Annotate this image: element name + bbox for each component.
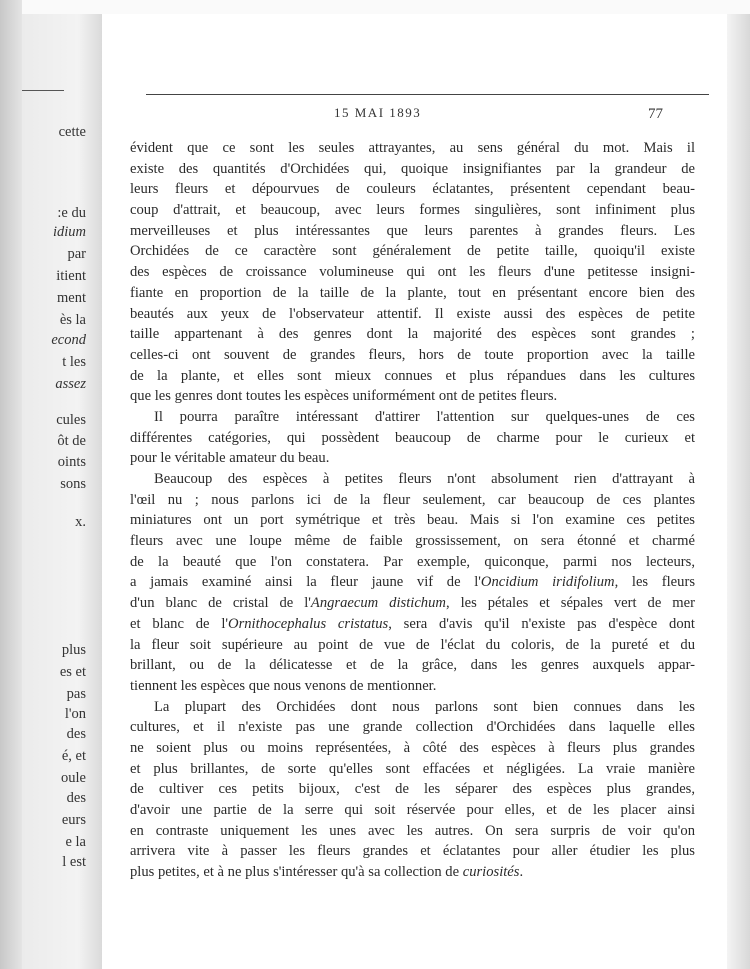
text-segment: de la plante, et elles sont mieux connues et plus répandues dans les cultures	[130, 367, 695, 384]
left-page-text-fragment: assez	[55, 376, 86, 392]
left-page-text-fragment: eurs	[61, 812, 86, 828]
text-segment: taille appartenant à des genres dont la majorité des espèces sont grandes ;	[130, 326, 695, 343]
text-line	[130, 469, 695, 490]
text-line	[130, 821, 695, 842]
left-page-text-fragment: ès la	[59, 312, 86, 328]
text-line	[130, 159, 695, 180]
text-segment: fleurs avec une loupe même de faible grossissement, on sera étonné et charmé	[130, 533, 695, 550]
text-line	[130, 179, 695, 200]
text-segment: plus petites, et à ne plus s'intéresser qu'à sa collection de	[130, 864, 463, 881]
text-segment: de la beauté que l'on constatera. Par exemple, quiconque, parmi nos lecteurs,	[130, 553, 695, 570]
text-segment: évident que ce sont les seules attrayantes, au sens général du mot. Mais il	[130, 140, 695, 156]
left-page-text-fragment: es et	[59, 664, 86, 680]
text-segment: a jamais examiné ainsi la fleur jaune vif de l'	[130, 574, 481, 591]
text-segment: Il pourra paraître intéressant d'attirer l'attention sur quelques-unes de ces	[154, 408, 695, 425]
text-segment: pour le véritable amateur du beau.	[130, 450, 330, 467]
text-segment: La plupart des Orchidées dont nous parlons sont bien connues dans les	[154, 698, 695, 715]
text-segment: ne soient plus ou moins représentées, à côté des espèces à fleurs plus grandes	[130, 739, 695, 756]
running-title: 15 MAI 1893	[334, 105, 422, 120]
text-segment: existe des quantités d'Orchidées qui, quoique insignifiantes par la grandeur de	[130, 160, 695, 177]
left-page-text-fragment: l'on	[64, 706, 86, 722]
text-line	[130, 386, 695, 407]
text-line	[130, 345, 695, 366]
text-line	[130, 635, 695, 656]
text-segment: leurs fleurs et dépourvues de couleurs éclatantes, présentent cependant beau-	[130, 181, 695, 198]
text-line	[130, 448, 695, 469]
italic-term: curiosités	[462, 864, 520, 881]
text-line	[130, 262, 695, 283]
left-page-text-fragment: idium	[52, 224, 86, 240]
left-page-header-rule	[22, 90, 64, 91]
left-page-text-fragment: oints	[57, 454, 86, 470]
text-segment: Beaucoup des espèces à petites fleurs n'ont absolument rien d'attrayant à	[154, 471, 695, 487]
text-segment: et blanc de l'	[130, 615, 229, 632]
text-line	[130, 759, 695, 780]
page-number: 77	[648, 106, 663, 122]
left-page-text-fragment: ment	[57, 290, 86, 306]
left-page-text-fragment: des	[66, 726, 86, 742]
body-text	[130, 138, 695, 883]
left-page-text-fragment: plus	[61, 642, 86, 658]
italic-term: Ornithocephalus cristatus	[228, 615, 389, 632]
text-line	[130, 510, 695, 531]
text-line	[130, 366, 695, 387]
text-segment: miniatures ont un port symétrique et très beau. Mais si l'on examine ces petites	[130, 512, 695, 529]
left-page-text-fragment: :e du	[57, 205, 86, 221]
italic-term: Angraecum distichum	[310, 595, 446, 612]
text-line	[130, 738, 695, 759]
text-segment: de cultiver ces petits bijoux, c'est de les séparer des espèces plus grandes,	[130, 781, 695, 798]
left-page-text-fragment: par	[67, 246, 86, 262]
text-line	[130, 655, 695, 676]
page-edge-shadow	[727, 14, 750, 969]
left-page-text-fragment: é, et	[61, 748, 86, 764]
text-line	[130, 324, 695, 345]
text-line	[130, 200, 695, 221]
text-segment: beautés aux yeux de l'observateur attentif. Il existe aussi des espèces de petite	[130, 305, 695, 322]
italic-term: Oncidium iridifolium	[480, 574, 615, 591]
text-segment: .	[519, 864, 524, 881]
left-page-text-fragment: pas	[66, 686, 86, 702]
text-segment: cultures, et il n'existe pas une grande collection d'Orchidées dans laquelle elles	[130, 719, 695, 736]
left-page-text-fragment: itient	[56, 268, 86, 284]
text-line	[130, 614, 695, 635]
text-segment: et plus brillantes, de sorte qu'elles sont effacées et négligées. La vraie manière	[130, 760, 695, 777]
text-line	[130, 697, 695, 718]
left-page-text-fragment: cette	[58, 124, 86, 140]
left-page-text-fragment: oule	[61, 770, 86, 786]
left-page-text-fragment: e la	[65, 834, 86, 850]
left-page-fragment	[22, 14, 102, 969]
text-line	[130, 552, 695, 573]
text-segment: brillant, ou de la délicatesse et de la grâce, dans les genres auxquels appar-	[130, 657, 695, 674]
text-segment: tiennent les espèces que nous venons de mentionner.	[130, 677, 437, 694]
text-segment: fiante en proportion de la taille de la plante, tout en présentant encore bien des	[130, 284, 695, 301]
text-segment: différentes catégories, qui possèdent beaucoup de charme pour le curieux et	[130, 429, 695, 446]
text-segment: , les pétales et sépales vert de mer	[445, 595, 695, 612]
text-line	[130, 490, 695, 511]
text-segment: coup d'attrait, et beaucoup, avec leurs formes singulières, sont infiniment plus	[130, 202, 695, 219]
text-segment: d'avoir une partie de la serre qui soit réservée pour elles, et de les placer ainsi	[130, 802, 695, 818]
text-segment: celles-ci ont souvent de grandes fleurs, hors de toute proportion avec la taille	[130, 346, 695, 363]
text-line	[130, 572, 695, 593]
text-line	[130, 593, 695, 614]
text-line	[130, 283, 695, 304]
header-rule	[146, 94, 709, 95]
book-binding-shadow	[0, 0, 22, 969]
left-page-text-fragment: econd	[51, 332, 86, 348]
text-segment: merveilleuses et plus intéressantes que leurs parentes à grandes fleurs. Les	[130, 222, 695, 239]
text-segment: en contraste uniquement les unes avec les autres. On sera surpris de voir qu'on	[130, 822, 695, 839]
text-line	[130, 138, 695, 159]
text-line	[130, 531, 695, 552]
text-segment: , sera d'avis qu'il n'existe pas d'espèce dont	[388, 615, 695, 632]
text-line	[130, 428, 695, 449]
left-page-text-fragment: t les	[62, 354, 86, 370]
text-line	[130, 841, 695, 862]
text-segment: la fleur soit supérieure au point de vue de l'éclat du coloris, de la pureté et du	[130, 636, 695, 653]
text-line	[130, 676, 695, 697]
text-line	[130, 241, 695, 262]
text-segment: l'œil nu ; nous parlons ici de la fleur seulement, car beaucoup de ces plantes	[130, 491, 695, 508]
text-line	[130, 304, 695, 325]
left-page-text-fragment: cules	[56, 412, 86, 428]
left-page-text-fragment: ôt de	[57, 433, 86, 449]
right-page	[102, 14, 727, 969]
text-line	[130, 800, 695, 821]
left-page-text-fragment: des	[66, 790, 86, 806]
text-segment: , les fleurs	[614, 574, 695, 591]
text-segment: Orchidées de ce caractère sont généralement de petite taille, quoiqu'il existe	[130, 243, 695, 260]
left-page-text-fragment: sons	[60, 476, 86, 492]
text-segment: d'un blanc de cristal de l'	[130, 595, 311, 612]
text-segment: des espèces de croissance volumineuse qui ont les fleurs d'une petitesse insigni-	[130, 264, 695, 281]
text-line	[130, 862, 695, 883]
text-line	[130, 407, 695, 428]
left-page-text-fragment: l est	[62, 854, 86, 870]
left-page-text-fragment: x.	[75, 514, 86, 530]
text-segment: arrivera vite à passer les fleurs grandes et éclatantes pour aller étudier les plus	[130, 843, 695, 860]
text-line	[130, 779, 695, 800]
text-line	[130, 221, 695, 242]
text-line	[130, 717, 695, 738]
text-segment: que les genres dont toutes les espèces uniformément ont de petites fleurs.	[130, 388, 558, 405]
